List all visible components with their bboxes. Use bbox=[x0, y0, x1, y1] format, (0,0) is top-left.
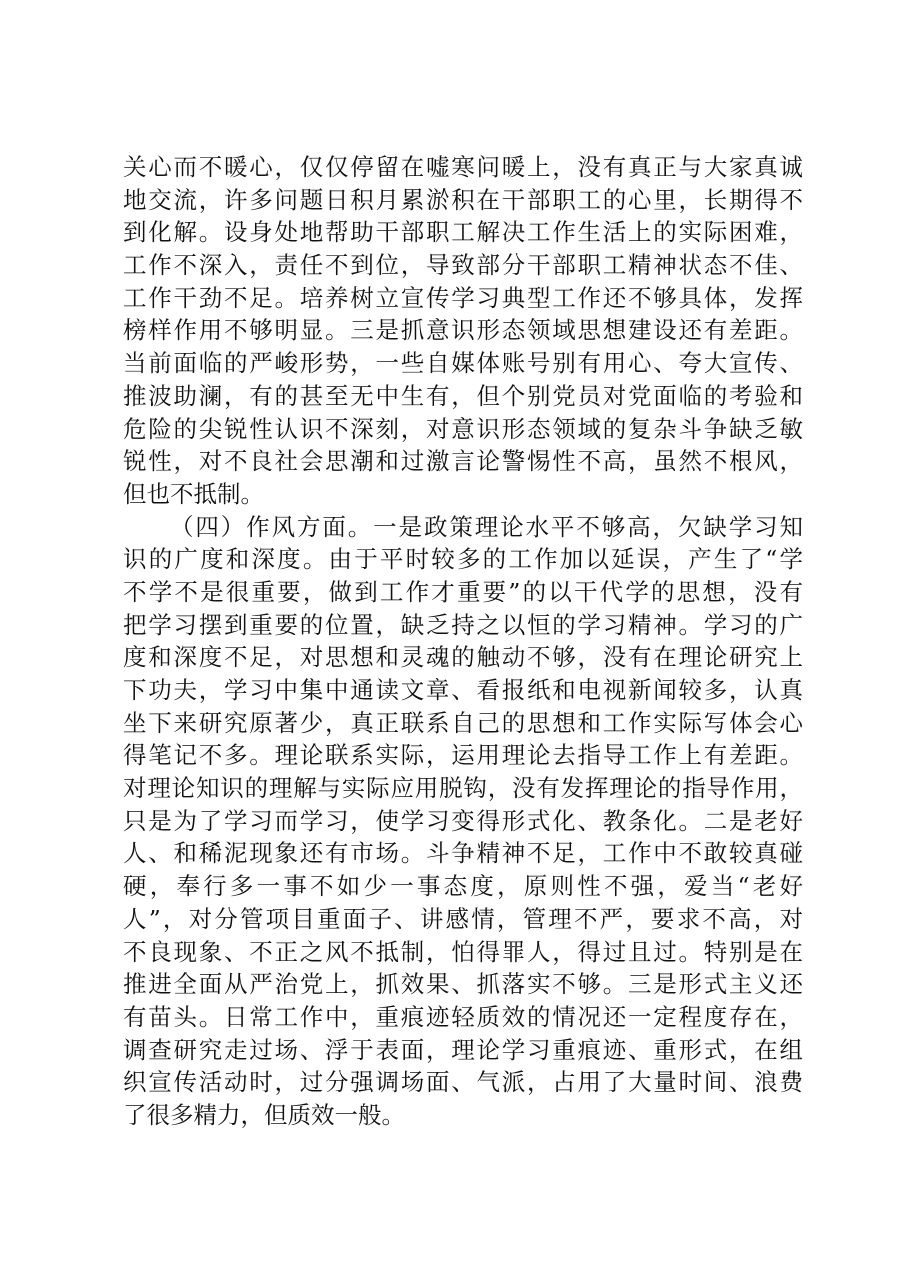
text-line: 推波助澜，有的甚至无中生有，但个别党员对党面临的考验和 bbox=[123, 381, 803, 410]
text-line: 度和深度不足，对思想和灵魂的触动不够，没有在理论研究上 bbox=[123, 643, 803, 672]
text-line: 织宣传活动时，过分强调场面、气派，占用了大量时间、浪费 bbox=[123, 1068, 803, 1097]
text-line: 危险的尖锐性认识不深刻，对意识形态领域的复杂斗争缺乏敏 bbox=[123, 414, 803, 443]
text-line: 但也不抵制。 bbox=[123, 479, 264, 508]
text-line: 地交流，许多问题日积月累淤积在干部职工的心里，长期得不 bbox=[123, 185, 803, 214]
text-line: 调查研究走过场、浮于表面，理论学习重痕迹、重形式，在组 bbox=[123, 1035, 803, 1064]
text-line: 下功夫，学习中集中通读文章、看报纸和电视新闻较多，认真 bbox=[123, 676, 803, 704]
text-line: 工作干劲不足。培养树立宣传学习典型工作还不够具体，发挥 bbox=[123, 283, 803, 312]
text-line: 关心而不暖心，仅仅停留在嘘寒问暖上，没有真正与大家真诚 bbox=[123, 153, 803, 181]
text-line: 人”，对分管项目重面子、讲感情，管理不严，要求不高，对 bbox=[123, 904, 803, 933]
text-line: 识的广度和深度。由于平时较多的工作加以延误，产生了“学 bbox=[123, 545, 803, 574]
text-line: 坐下来研究原著少，真正联系自己的思想和工作实际写体会心 bbox=[123, 708, 803, 737]
text-line: 把学习摆到重要的位置，缺乏持之以恒的学习精神。学习的广 bbox=[123, 610, 803, 639]
text-line: 不良现象、不正之风不抵制，怕得罪人，得过且过。特别是在 bbox=[123, 937, 803, 966]
text-line: 推进全面从严治党上，抓效果、抓落实不够。三是形式主义还 bbox=[123, 970, 803, 999]
text-line: 不学不是很重要，做到工作才重要”的以干代学的思想，没有 bbox=[123, 577, 803, 606]
body-text bbox=[123, 151, 803, 1132]
text-line: 得笔记不多。理论联系实际，运用理论去指导工作上有差距。 bbox=[123, 741, 803, 770]
text-line: 有苗头。日常工作中，重痕迹轻质效的情况还一定程度存在， bbox=[123, 1002, 803, 1031]
text-line: 到化解。设身处地帮助干部职工解决工作生活上的实际困难， bbox=[123, 218, 803, 247]
text-line: 硬，奉行多一事不如少一事态度，原则性不强，爱当“老好 bbox=[123, 872, 803, 901]
section-heading-line: （四）作风方面。一是政策理论水平不够高，欠缺学习知 bbox=[170, 512, 803, 541]
text-line: 当前面临的严峻形势，一些自媒体账号别有用心、夸大宣传、 bbox=[123, 349, 803, 378]
text-line: 了很多精力，但质效一般。 bbox=[123, 1100, 405, 1129]
text-line: 锐性，对不良社会思潮和过激言论警惕性不高，虽然不根风， bbox=[123, 447, 803, 476]
text-line: 对理论知识的理解与实际应用脱钩，没有发挥理论的指导作用， bbox=[123, 774, 803, 803]
text-line: 榜样作用不够明显。三是抓意识形态领域思想建设还有差距。 bbox=[123, 316, 803, 345]
text-line: 工作不深入，责任不到位，导致部分干部职工精神状态不佳、 bbox=[123, 251, 803, 280]
text-line: 人、和稀泥现象还有市场。斗争精神不足，工作中不敢较真碰 bbox=[123, 839, 803, 868]
text-line: 只是为了学习而学习，使学习变得形式化、教条化。二是老好 bbox=[123, 806, 803, 835]
